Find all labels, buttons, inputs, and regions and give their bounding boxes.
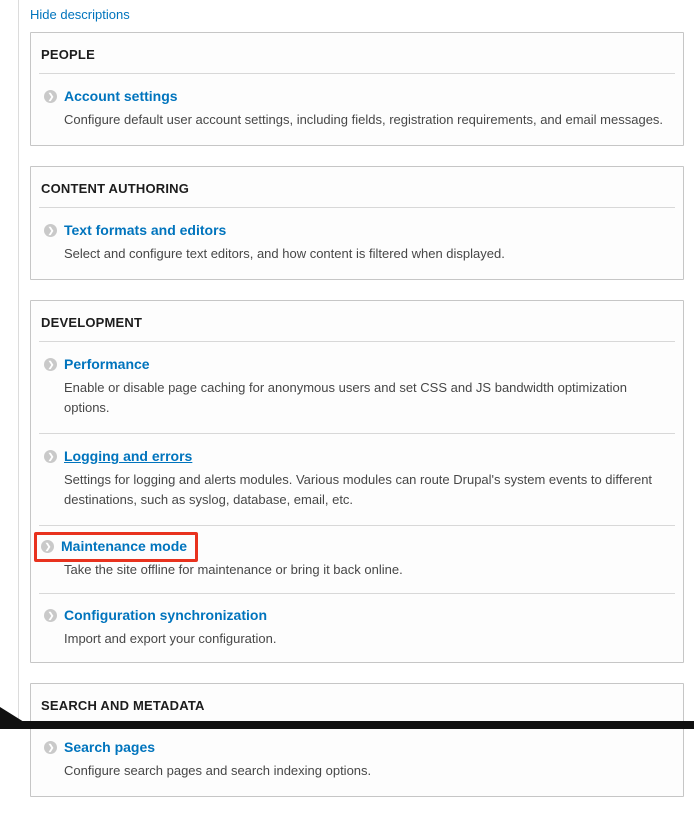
config-item-performance: [39, 342, 675, 433]
description-configuration-synchronization: Import and export your configuration.: [64, 631, 277, 646]
config-item-search-pages: [39, 725, 675, 796]
section-title-development: DEVELOPMENT: [39, 301, 675, 342]
section-title-search-and-metadata: SEARCH AND METADATA: [39, 684, 675, 725]
link-text-formats-and-editors[interactable]: Text formats and editors: [64, 222, 227, 238]
section-title-people: PEOPLE: [39, 33, 675, 74]
section-search-and-metadata: [30, 683, 684, 797]
link-maintenance-mode[interactable]: Maintenance mode: [61, 538, 188, 554]
chevron-glyph: ❯: [47, 451, 55, 461]
link-configuration-synchronization[interactable]: Configuration synchronization: [64, 607, 267, 623]
config-item-maintenance-mode: [39, 525, 675, 593]
section-people: [30, 32, 684, 146]
chevron-glyph: ❯: [44, 541, 52, 551]
config-page-content: [30, 6, 684, 817]
chevron-right-circle-icon: [44, 741, 57, 754]
chevron-glyph: ❯: [47, 91, 55, 101]
config-item-configuration-synchronization: [39, 593, 675, 662]
link-account-settings[interactable]: Account settings: [64, 88, 178, 104]
screen-bottom-edge-bar: [0, 721, 694, 729]
description-search-pages: Configure search pages and search indexing options.: [64, 763, 372, 778]
chevron-right-circle-icon: [44, 450, 57, 463]
description-text-formats: Select and configure text editors, and how content is filtered when displayed.: [64, 246, 505, 261]
chevron-glyph: ❯: [47, 359, 55, 369]
item-head: [41, 606, 673, 625]
item-head: [41, 355, 673, 374]
red-highlight-box: [34, 532, 198, 562]
config-item-text-formats: [39, 208, 675, 279]
item-head: [41, 447, 673, 466]
chevron-right-circle-icon: [44, 90, 57, 103]
item-head: [41, 221, 673, 240]
chevron-glyph: ❯: [47, 610, 55, 620]
description-logging-and-errors: Settings for logging and alerts modules. Various modules can route Drupal's system events to different destinations, such as syslog, database, email, etc.: [64, 472, 653, 507]
section-development: [30, 300, 684, 663]
link-performance[interactable]: Performance: [64, 356, 150, 372]
link-search-pages[interactable]: Search pages: [64, 739, 156, 755]
item-head: [41, 538, 673, 556]
chevron-glyph: ❯: [47, 742, 55, 752]
chevron-right-circle-icon: [44, 609, 57, 622]
description-performance: Enable or disable page caching for anonymous users and set CSS and JS bandwidth optimization options.: [64, 380, 627, 415]
chevron-glyph: ❯: [47, 225, 55, 235]
link-logging-and-errors[interactable]: Logging and errors: [64, 448, 193, 464]
bottom-left-wedge: [0, 707, 24, 722]
chevron-right-circle-icon: [44, 358, 57, 371]
item-head: [41, 87, 673, 106]
item-head: [41, 738, 673, 757]
config-item-logging-and-errors: [39, 433, 675, 525]
description-account-settings: Configure default user account settings, including fields, registration requirements, and email messages.: [64, 112, 664, 127]
section-title-content-authoring: CONTENT AUTHORING: [39, 167, 675, 208]
description-maintenance-mode: Take the site offline for maintenance or bring it back online.: [64, 562, 403, 577]
chevron-right-circle-icon: [41, 540, 54, 553]
hide-descriptions-link[interactable]: Hide descriptions: [30, 7, 130, 22]
left-edge-divider: [18, 0, 19, 729]
config-item-account-settings: [39, 74, 675, 145]
section-content-authoring: [30, 166, 684, 280]
chevron-right-circle-icon: [44, 224, 57, 237]
